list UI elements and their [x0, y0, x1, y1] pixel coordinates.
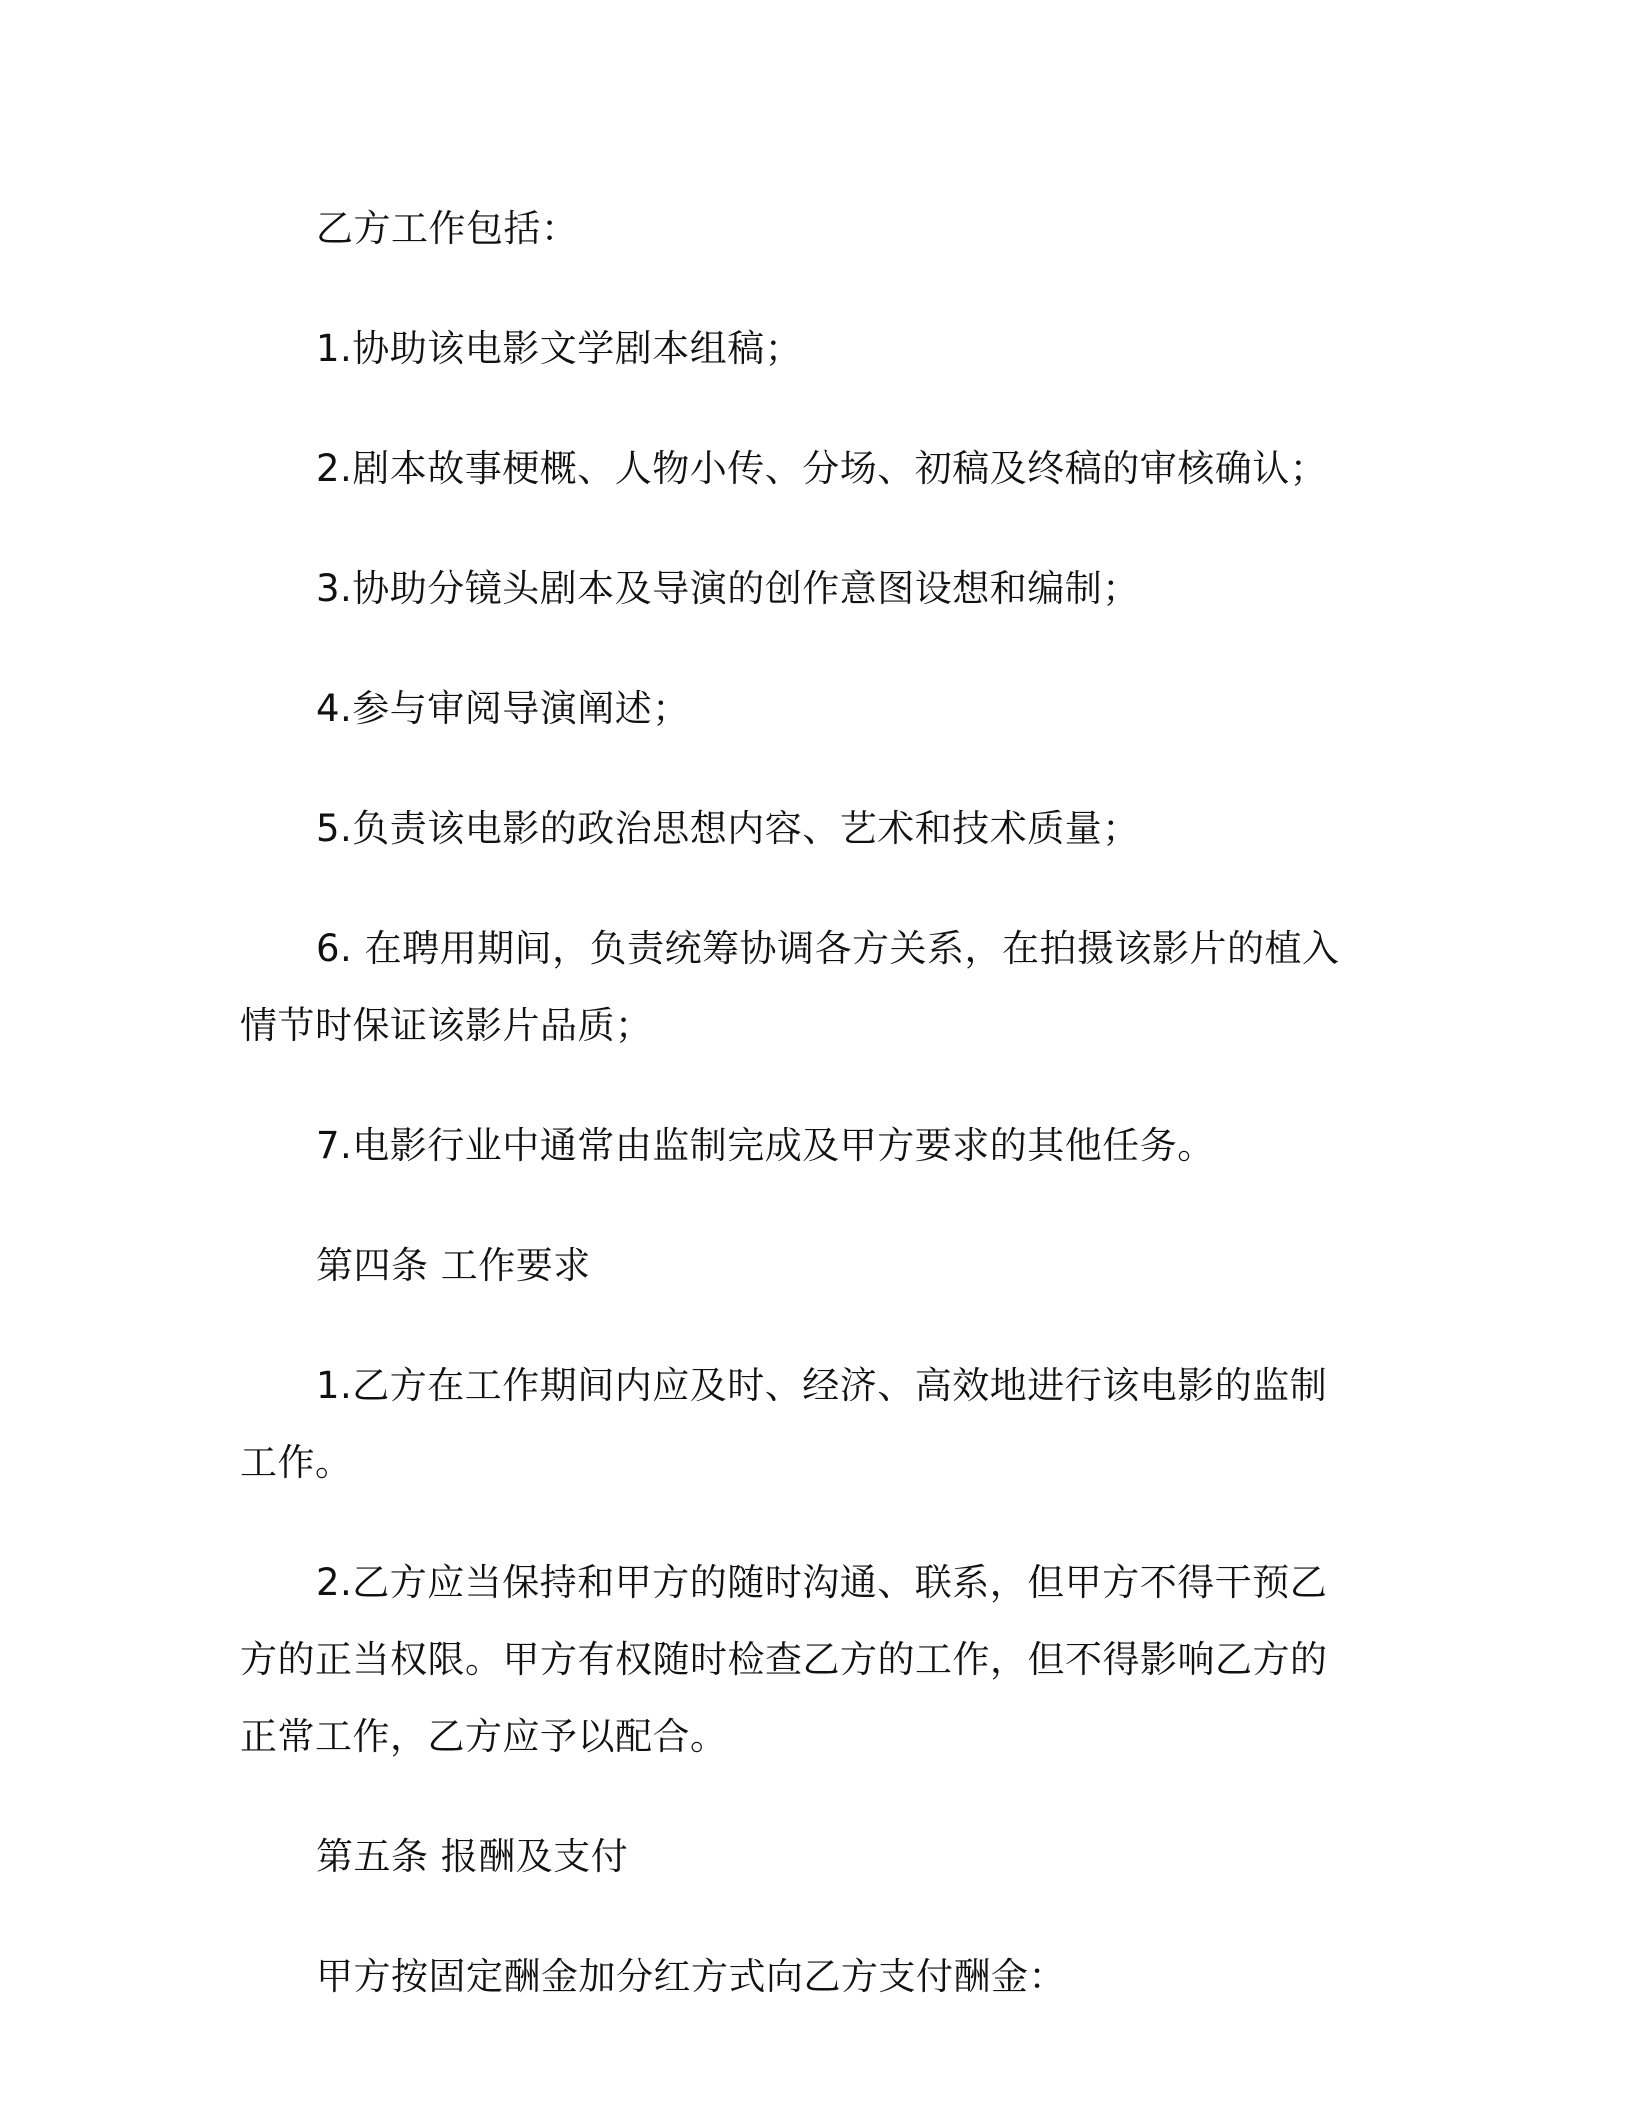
paragraph-requirement-2: 2.乙方应当保持和甲方的随时沟通、联系，但甲方不得干预乙方的正当权限。甲方有权随时检查乙方的工作，但不得影响乙方的正常工作，乙方应予以配合。: [240, 1561, 1328, 1758]
paragraph-item-7: 7.电影行业中通常由监制完成及甲方要求的其他任务。: [316, 1124, 1215, 1167]
paragraph-item-1: 1.协助该电影文学剧本组稿；: [316, 327, 803, 370]
paragraph-item-6: 6. 在聘用期间，负责统筹协调各方关系，在拍摄该影片的植入情节时保证该影片品质；: [240, 927, 1340, 1047]
paragraph-work-scope-intro: 乙方工作包括：: [316, 207, 579, 250]
paragraph-item-2: 2.剧本故事梗概、人物小传、分场、初稿及终稿的审核确认；: [316, 447, 1328, 490]
paragraph-item-3: 3.协助分镜头剧本及导演的创作意图设想和编制；: [316, 567, 1140, 610]
section-heading-article-4: 第四条 工作要求: [316, 1244, 591, 1287]
paragraph-requirement-1: 1.乙方在工作期间内应及时、经济、高效地进行该电影的监制工作。: [240, 1364, 1328, 1484]
paragraph-item-4: 4.参与审阅导演阐述；: [316, 687, 690, 730]
paragraph-item-5: 5.负责该电影的政治思想内容、艺术和技术质量；: [316, 807, 1140, 850]
paragraph-payment-intro: 甲方按固定酬金加分红方式向乙方支付酬金：: [316, 1955, 1066, 1998]
section-heading-article-5: 第五条 报酬及支付: [316, 1835, 629, 1878]
document-body: [240, 190, 1360, 2058]
